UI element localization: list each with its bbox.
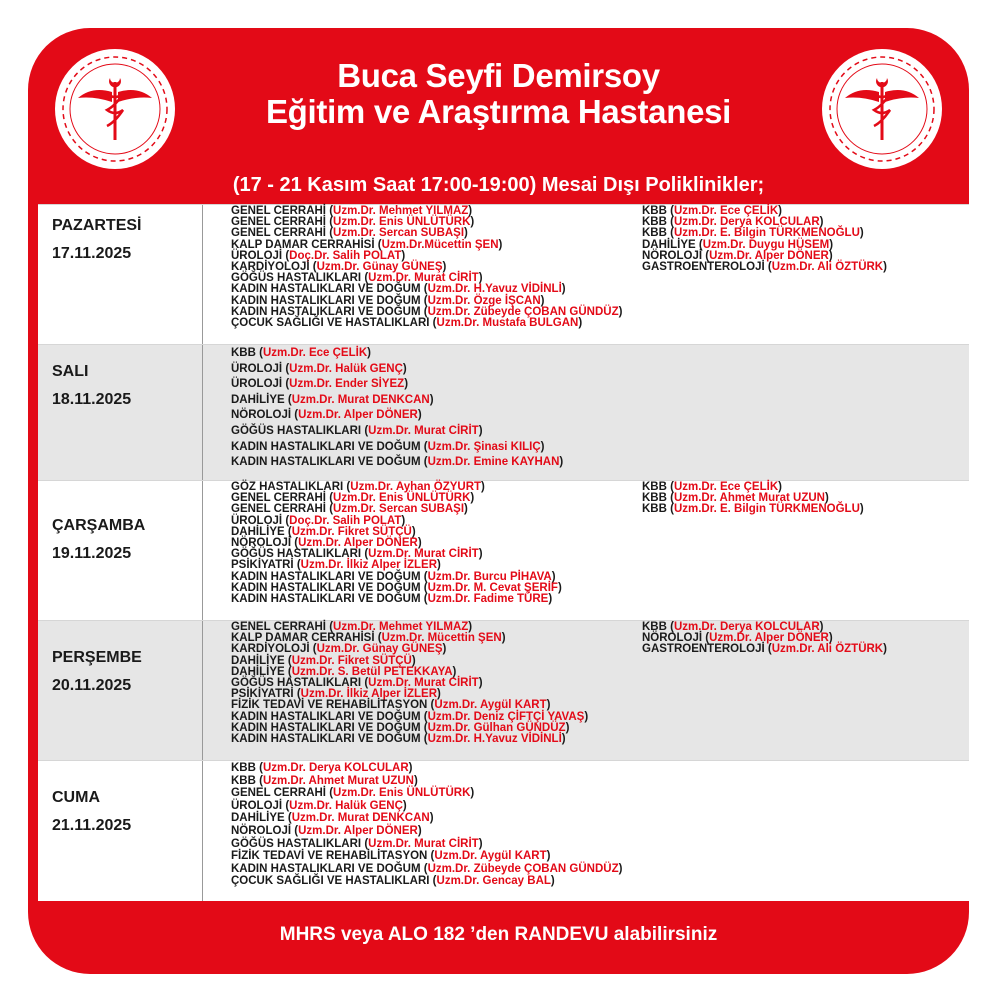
doctor-name: Uzm.Dr. Enis ÜNLÜTÜRK <box>333 787 471 800</box>
doctor-name: Uzm.Dr. Alper DÖNER <box>709 249 829 262</box>
clinic-entry: NÖROLOJİ (Uzm.Dr. Alper DÖNER) <box>231 409 422 422</box>
clinic-entry: GENEL CERRAHİ (Uzm.Dr. Enis ÜNLÜTÜRK) <box>231 492 475 505</box>
clinic-entry: FİZİK TEDAVİ VE REHABİLİTASYON (Uzm.Dr. Aygül KART) <box>231 699 551 712</box>
clinic-entry: KADIN HASTALIKLARI VE DOĞUM (Uzm.Dr. H.Yavuz VİDİNLİ) <box>231 732 566 745</box>
clinic-entry: GASTROENTEROLOJİ (Uzm.Dr. Ali ÖZTÜRK) <box>642 260 887 273</box>
department-name: KARDİYOLOJİ <box>231 260 310 273</box>
doctor-name: Uzm.Dr. S. Betül PETEKKAYA <box>291 665 453 678</box>
column-divider <box>202 205 203 345</box>
doctor-name: Uzm.Dr. H.Yavuz VİDİNLİ <box>427 732 562 745</box>
doctor-name: Uzm.Dr. Zübeyde ÇOBAN GÜNDÜZ <box>427 305 619 318</box>
clinic-entry: KALP DAMAR CERRAHİSİ (Uzm.Dr. Mücettin ŞEN) <box>231 632 506 645</box>
day-row <box>38 480 969 621</box>
department-name: FİZİK TEDAVİ VE REHABİLİTASYON <box>231 699 428 712</box>
department-name: KARDİYOLOJİ <box>231 643 310 656</box>
day-date: 18.11.2025 <box>52 391 132 408</box>
doctor-name: Uzm.Dr. Halük GENÇ <box>289 362 403 375</box>
clinic-list-main <box>231 762 622 888</box>
doctor-name: Uzm.Dr. İlkiz Alper İZLER <box>300 688 437 701</box>
day-name: SALI <box>52 363 89 380</box>
department-name: ÇOCUK SAĞLIĞI VE HASTALIKLARI <box>231 875 430 888</box>
doctor-name: Uzm.Dr. Alper DÖNER <box>709 632 829 645</box>
department-name: NÖROLOJİ <box>642 249 703 262</box>
doctor-name: Uzm.Dr. Sercan SUBAŞI <box>333 227 465 240</box>
department-name: PSİKİYATRİ <box>231 559 294 572</box>
clinic-entry: KBB (Uzm.Dr. Derya KOLCULAR) <box>642 216 824 229</box>
doctor-name: Uzm.Dr. Mustafa BULGAN <box>436 316 579 329</box>
department-name: PSİKİYATRİ <box>231 688 294 701</box>
doctor-name: Uzm.Dr. Günay GÜNEŞ <box>316 643 443 656</box>
department-name: KBB <box>642 481 667 493</box>
department-name: KALP DAMAR CERRAHİSİ <box>231 238 375 251</box>
appointment-footer: MHRS veya ALO 182 ’den RANDEVU alabilirsiniz <box>279 924 718 945</box>
department-name: GENEL CERRAHİ <box>231 787 326 800</box>
clinic-entry: DAHİLİYE (Uzm.Dr. S. Betül PETEKKAYA) <box>231 665 457 678</box>
doctor-name: Uzm.Dr. Alper DÖNER <box>298 824 418 837</box>
doctor-name: Uzm.Dr. Zübeyde ÇOBAN GÜNDÜZ <box>427 862 619 875</box>
clinic-entry: KBB (Uzm.Dr. Derya KOLCULAR) <box>231 762 413 774</box>
clinic-entry: GÖĞÜS HASTALIKLARI (Uzm.Dr. Murat CİRİT) <box>231 837 483 850</box>
doctor-name: Uzm.Dr. Gencay BAL <box>436 875 551 888</box>
clinic-entry: KADIN HASTALIKLARI VE DOĞUM (Uzm.Dr. Gülhan GÜNDÜZ) <box>231 721 570 734</box>
doctor-name: Uzm.Dr. Ali ÖZTÜRK <box>771 260 884 273</box>
clinic-entry: KADIN HASTALIKLARI VE DOĞUM (Uzm.Dr. Burcu PİHAVA) <box>231 570 556 583</box>
clinic-entry: DAHİLİYE (Uzm.Dr. Fikret SÜTÇÜ) <box>231 654 416 667</box>
department-name: KADIN HASTALIKLARI VE DOĞUM <box>231 592 421 605</box>
department-name: GÖĞÜS HASTALIKLARI <box>231 424 362 437</box>
department-name: NÖROLOJİ <box>642 632 703 645</box>
schedule-subtitle: (17 - 21 Kasım Saat 17:00-19:00) Mesai Dışı Poliklinikler; <box>232 174 765 196</box>
clinic-entry: KARDİYOLOJİ (Uzm.Dr. Günay GÜNEŞ) <box>231 643 447 656</box>
clinic-entry: KBB (Uzm.Dr. Ahmet Murat UZUN) <box>642 492 829 505</box>
day-name: PERŞEMBE <box>52 649 142 666</box>
doctor-name: Uzm.Dr. Ali ÖZTÜRK <box>771 643 884 656</box>
clinic-entry: NÖROLOJİ (Uzm.Dr. Alper DÖNER) <box>231 824 422 837</box>
department-name: KADIN HASTALIKLARI VE DOĞUM <box>231 440 421 453</box>
doctor-name: Uzm.Dr. İlkiz Alper İZLER <box>300 559 437 572</box>
title-line-1: Buca Seyfi Demirsoy <box>337 57 660 94</box>
clinic-entry: KBB (Uzm.Dr. E. Bilgin TÜRKMENOĞLU) <box>642 503 864 516</box>
clinic-entry: KADIN HASTALIKLARI VE DOĞUM (Uzm.Dr. Zübeyde ÇOBAN GÜNDÜZ) <box>231 305 623 318</box>
department-name: KBB <box>642 216 667 229</box>
hospital-title <box>28 58 969 130</box>
department-name: NÖROLOJİ <box>231 409 292 422</box>
doctor-name: Uzm.Dr. Ece ÇELİK <box>673 481 779 493</box>
doctor-name: Uzm.Dr. Enis ÜNLÜTÜRK <box>333 492 471 505</box>
doctor-name: Uzm.Dr. Derya KOLCULAR <box>673 216 820 229</box>
day-name: CUMA <box>52 789 100 806</box>
clinic-entry: ÜROLOJİ (Uzm.Dr. Ender SİYEZ) <box>231 378 409 391</box>
clinic-entry: KARDİYOLOJİ (Uzm.Dr. Günay GÜNEŞ) <box>231 260 447 273</box>
day-date: 20.11.2025 <box>52 677 132 694</box>
doctor-name: Uzm.Dr. Alper DÖNER <box>298 409 418 422</box>
clinic-entry: GÖĞÜS HASTALIKLARI (Uzm.Dr. Murat CİRİT) <box>231 424 483 437</box>
clinic-entry: KBB (Uzm.Dr. Ahmet Murat UZUN) <box>231 774 418 787</box>
doctor-name: Uzm.Dr. Günay GÜNEŞ <box>316 260 443 273</box>
clinic-list-main <box>231 622 588 745</box>
clinic-entry: GASTROENTEROLOJİ (Uzm.Dr. Ali ÖZTÜRK) <box>642 643 887 656</box>
doctor-name: Uzm.Dr. Alper DÖNER <box>298 536 418 549</box>
column-divider <box>202 761 203 901</box>
doctor-name: Uzm.Dr. Murat CİRİT <box>368 676 479 689</box>
column-divider <box>202 621 203 761</box>
doctor-name: Uzm.Dr. Deniz ÇİFTÇİ YAVAŞ <box>427 710 585 723</box>
department-name: KBB <box>642 227 667 240</box>
clinic-entry: NÖROLOJİ (Uzm.Dr. Alper DÖNER) <box>231 536 422 549</box>
clinic-entry: KBB (Uzm.Dr. E. Bilgin TÜRKMENOĞLU) <box>642 227 864 240</box>
day-row <box>38 620 969 761</box>
department-name: GÖĞÜS HASTALIKLARI <box>231 837 362 850</box>
doctor-name: Uzm.Dr. Mehmet YILMAZ <box>333 621 469 633</box>
day-row <box>38 760 969 901</box>
clinic-entry: KBB (Uzm.Dr. Ece ÇELİK) <box>642 205 782 217</box>
clinic-entry: DAHİLİYE (Uzm.Dr. Murat DENKCAN) <box>231 812 434 825</box>
day-name: ÇARŞAMBA <box>52 517 146 534</box>
doctor-name: Uzm.Dr. Halük GENÇ <box>289 799 403 812</box>
department-name: GÖĞÜS HASTALIKLARI <box>231 548 362 561</box>
clinic-entry: GÖĞÜS HASTALIKLARI (Uzm.Dr. Murat CİRİT) <box>231 676 483 689</box>
clinic-entry: PSİKİYATRİ (Uzm.Dr. İlkiz Alper İZLER) <box>231 688 441 701</box>
clinic-entry: DAHİLİYE (Uzm.Dr. Duygu HÜSEM) <box>642 238 834 251</box>
doctor-name: Uzm.Dr. Mehmet YILMAZ <box>333 205 469 217</box>
department-name: KBB <box>642 503 667 516</box>
clinic-entry: KALP DAMAR CERRAHİSİ (Uzm.Dr.Mücettin ŞEN) <box>231 238 503 251</box>
clinic-entry: KBB (Uzm.Dr. Ece ÇELİK) <box>231 347 371 359</box>
doctor-name: Uzm.Dr. Murat CİRİT <box>368 272 479 285</box>
department-name: KADIN HASTALIKLARI VE DOĞUM <box>231 721 421 734</box>
department-name: KBB <box>642 621 667 633</box>
doctor-name: Uzm.Dr. Derya KOLCULAR <box>262 762 409 774</box>
doctor-name: Uzm.Dr. Fadime TÜRE <box>427 592 549 605</box>
department-name: GENEL CERRAHİ <box>231 227 326 240</box>
doctor-name: Uzm.Dr. Aygül KART <box>434 699 547 712</box>
department-name: KBB <box>642 205 667 217</box>
doctor-name: Uzm.Dr. Enis ÜNLÜTÜRK <box>333 216 471 229</box>
department-name: KBB <box>642 492 667 505</box>
doctor-name: Uzm.Dr. Fikret SÜTÇÜ <box>291 654 412 667</box>
day-name: PAZARTESİ <box>52 217 142 234</box>
doctor-name: Uzm.Dr. Derya KOLCULAR <box>673 621 820 633</box>
clinic-entry: GÖĞÜS HASTALIKLARI (Uzm.Dr. Murat CİRİT) <box>231 548 483 561</box>
department-name: GENEL CERRAHİ <box>231 216 326 229</box>
doctor-name: Uzm.Dr. H.Yavuz VİDİNLİ <box>427 283 562 296</box>
department-name: KADIN HASTALIKLARI VE DOĞUM <box>231 283 421 296</box>
department-name: KADIN HASTALIKLARI VE DOĞUM <box>231 862 421 875</box>
day-date: 21.11.2025 <box>52 817 132 834</box>
department-name: KBB <box>231 347 256 359</box>
clinic-entry: KADIN HASTALIKLARI VE DOĞUM (Uzm.Dr. Deniz ÇİFTÇİ YAVAŞ) <box>231 710 589 723</box>
department-name: KADIN HASTALIKLARI VE DOĞUM <box>231 732 421 745</box>
doctor-name: Uzm.Dr. E. Bilgin TÜRKMENOĞLU <box>673 503 860 516</box>
department-name: FİZİK TEDAVİ VE REHABİLİTASYON <box>231 850 428 863</box>
department-name: GASTROENTEROLOJİ <box>642 643 765 656</box>
clinic-entry: KBB (Uzm.Dr. Ece ÇELİK) <box>642 481 782 493</box>
department-name: GENEL CERRAHİ <box>231 621 326 633</box>
clinic-entry: GENEL CERRAHİ (Uzm.Dr. Enis ÜNLÜTÜRK) <box>231 216 475 229</box>
clinic-entry: GÖZ HASTALIKLARI (Uzm.Dr. Ayhan ÖZYURT) <box>231 481 485 493</box>
department-name: KADIN HASTALIKLARI VE DOĞUM <box>231 294 421 307</box>
doctor-name: Uzm.Dr. Özge İŞCAN <box>427 294 541 307</box>
department-name: ÇOCUK SAĞLIĞI VE HASTALIKLARI <box>231 316 430 329</box>
clinic-list-main <box>231 346 563 471</box>
clinic-entry: GENEL CERRAHİ (Uzm.Dr. Sercan SUBAŞI) <box>231 503 468 516</box>
doctor-name: Uzm.Dr. M. Cevat ŞERİF <box>427 581 558 594</box>
clinic-entry: DAHİLİYE (Uzm.Dr. Murat DENKCAN) <box>231 393 434 406</box>
clinic-entry: ÇOCUK SAĞLIĞI VE HASTALIKLARI (Uzm.Dr. Mustafa BULGAN) <box>231 316 583 329</box>
clinic-entry: KADIN HASTALIKLARI VE DOĞUM (Uzm.Dr. M. Cevat ŞERİF) <box>231 581 562 594</box>
clinic-entry: KADIN HASTALIKLARI VE DOĞUM (Uzm.Dr. Özge İŞCAN) <box>231 294 545 307</box>
clinic-entry: NÖROLOJİ (Uzm.Dr. Alper DÖNER) <box>642 249 833 262</box>
clinic-list-main <box>231 482 562 605</box>
clinic-entry: GENEL CERRAHİ (Uzm.Dr. Mehmet YILMAZ) <box>231 621 473 633</box>
clinic-list-secondary <box>642 482 864 516</box>
doctor-name: Doç.Dr. Salih POLAT <box>289 249 402 262</box>
doctor-name: Uzm.Dr. Murat CİRİT <box>368 837 479 850</box>
clinic-entry: NÖROLOJİ (Uzm.Dr. Alper DÖNER) <box>642 632 833 645</box>
department-name: DAHİLİYE <box>231 393 285 406</box>
department-name: GENEL CERRAHİ <box>231 503 326 516</box>
clinic-list-secondary <box>642 622 887 656</box>
clinic-entry: KADIN HASTALIKLARI VE DOĞUM (Uzm.Dr. Şinasi KILIÇ) <box>231 440 545 453</box>
department-name: GENEL CERRAHİ <box>231 492 326 505</box>
department-name: GÖĞÜS HASTALIKLARI <box>231 272 362 285</box>
clinic-entry: FİZİK TEDAVİ VE REHABİLİTASYON (Uzm.Dr. Aygül KART) <box>231 850 551 863</box>
doctor-name: Uzm.Dr. E. Bilgin TÜRKMENOĞLU <box>673 227 860 240</box>
clinic-entry: GENEL CERRAHİ (Uzm.Dr. Mehmet YILMAZ) <box>231 205 473 217</box>
clinic-entry: GENEL CERRAHİ (Uzm.Dr. Enis ÜNLÜTÜRK) <box>231 787 475 800</box>
doctor-name: Uzm.Dr. Murat DENKCAN <box>291 393 430 406</box>
department-name: DAHİLİYE <box>231 812 285 825</box>
clinic-entry: KBB (Uzm.Dr. Derya KOLCULAR) <box>642 621 824 633</box>
department-name: GÖĞÜS HASTALIKLARI <box>231 676 362 689</box>
poster-card <box>28 28 969 974</box>
column-divider <box>202 345 203 481</box>
clinic-entry: ÜROLOJİ (Doç.Dr. Salih POLAT) <box>231 514 406 527</box>
department-name: KADIN HASTALIKLARI VE DOĞUM <box>231 581 421 594</box>
clinic-entry: KADIN HASTALIKLARI VE DOĞUM (Uzm.Dr. Fadime TÜRE) <box>231 592 553 605</box>
doctor-name: Uzm.Dr. Sercan SUBAŞI <box>333 503 465 516</box>
clinic-entry: ÜROLOJİ (Uzm.Dr. Halük GENÇ) <box>231 362 407 375</box>
day-row <box>38 344 969 481</box>
doctor-name: Uzm.Dr. Burcu PİHAVA <box>427 570 552 583</box>
doctor-name: Uzm.Dr. Mücettin ŞEN <box>381 632 502 645</box>
clinic-list-secondary <box>642 206 887 273</box>
schedule-table <box>38 204 969 900</box>
department-name: NÖROLOJİ <box>231 536 292 549</box>
doctor-name: Uzm.Dr. Aygül KART <box>434 850 547 863</box>
clinic-entry: KADIN HASTALIKLARI VE DOĞUM (Uzm.Dr. Emine KAYHAN) <box>231 456 564 469</box>
department-name: KBB <box>231 762 256 774</box>
clinic-entry: GENEL CERRAHİ (Uzm.Dr. Sercan SUBAŞI) <box>231 227 468 240</box>
clinic-entry: ÇOCUK SAĞLIĞI VE HASTALIKLARI (Uzm.Dr. Gencay BAL) <box>231 875 555 888</box>
department-name: GÖZ HASTALIKLARI <box>231 481 344 493</box>
department-name: GASTROENTEROLOJİ <box>642 260 765 273</box>
department-name: ÜROLOJİ <box>231 362 283 375</box>
department-name: ÜROLOJİ <box>231 799 283 812</box>
department-name: ÜROLOJİ <box>231 378 283 391</box>
department-name: NÖROLOJİ <box>231 824 292 837</box>
doctor-name: Uzm.Dr. Ece ÇELİK <box>673 205 779 217</box>
department-name: DAHİLİYE <box>231 654 285 667</box>
department-name: KADIN HASTALIKLARI VE DOĞUM <box>231 710 421 723</box>
clinic-entry: DAHİLİYE (Uzm.Dr. Fikret SÜTÇÜ) <box>231 525 416 538</box>
doctor-name: Uzm.Dr. Fikret SÜTÇÜ <box>291 525 412 538</box>
doctor-name: Uzm.Dr. Ender SİYEZ <box>289 378 405 391</box>
doctor-name: Uzm.Dr. Duygu HÜSEM <box>702 238 830 251</box>
department-name: GENEL CERRAHİ <box>231 205 326 217</box>
department-name: KADIN HASTALIKLARI VE DOĞUM <box>231 456 421 469</box>
clinic-entry: GÖĞÜS HASTALIKLARI (Uzm.Dr. Murat CİRİT) <box>231 272 483 285</box>
clinic-entry: ÜROLOJİ (Doç.Dr. Salih POLAT) <box>231 249 406 262</box>
clinic-entry: ÜROLOJİ (Uzm.Dr. Halük GENÇ) <box>231 799 407 812</box>
title-line-2: Eğitim ve Araştırma Hastanesi <box>265 93 732 130</box>
doctor-name: Uzm.Dr. Ece ÇELİK <box>262 347 368 359</box>
day-date: 19.11.2025 <box>52 545 132 562</box>
doctor-name: Uzm.Dr. Murat CİRİT <box>368 424 479 437</box>
doctor-name: Uzm.Dr.Mücettin ŞEN <box>381 238 499 251</box>
doctor-name: Uzm.Dr. Ahmet Murat UZUN <box>673 492 825 505</box>
clinic-list-main <box>231 206 622 329</box>
clinic-entry: KADIN HASTALIKLARI VE DOĞUM (Uzm.Dr. Zübeyde ÇOBAN GÜNDÜZ) <box>231 862 623 875</box>
clinic-entry: PSİKİYATRİ (Uzm.Dr. İlkiz Alper İZLER) <box>231 559 441 572</box>
department-name: KADIN HASTALIKLARI VE DOĞUM <box>231 570 421 583</box>
department-name: KALP DAMAR CERRAHİSİ <box>231 632 375 645</box>
department-name: DAHİLİYE <box>231 665 285 678</box>
doctor-name: Doç.Dr. Salih POLAT <box>289 514 402 527</box>
doctor-name: Uzm.Dr. Şinasi KILIÇ <box>427 440 541 453</box>
column-divider <box>202 481 203 621</box>
department-name: DAHİLİYE <box>231 525 285 538</box>
department-name: KADIN HASTALIKLARI VE DOĞUM <box>231 305 421 318</box>
department-name: ÜROLOJİ <box>231 514 283 527</box>
department-name: KBB <box>231 774 256 787</box>
department-name: DAHİLİYE <box>642 238 696 251</box>
doctor-name: Uzm.Dr. Murat CİRİT <box>368 548 479 561</box>
day-row <box>38 204 969 345</box>
clinic-entry: KADIN HASTALIKLARI VE DOĞUM (Uzm.Dr. H.Yavuz VİDİNLİ) <box>231 283 566 296</box>
doctor-name: Uzm.Dr. Murat DENKCAN <box>291 812 430 825</box>
day-date: 17.11.2025 <box>52 245 132 262</box>
doctor-name: Uzm.Dr. Gülhan GÜNDÜZ <box>427 721 566 734</box>
doctor-name: Uzm.Dr. Ayhan ÖZYURT <box>350 481 482 493</box>
doctor-name: Uzm.Dr. Emine KAYHAN <box>427 456 560 469</box>
department-name: ÜROLOJİ <box>231 249 283 262</box>
doctor-name: Uzm.Dr. Ahmet Murat UZUN <box>262 774 414 787</box>
